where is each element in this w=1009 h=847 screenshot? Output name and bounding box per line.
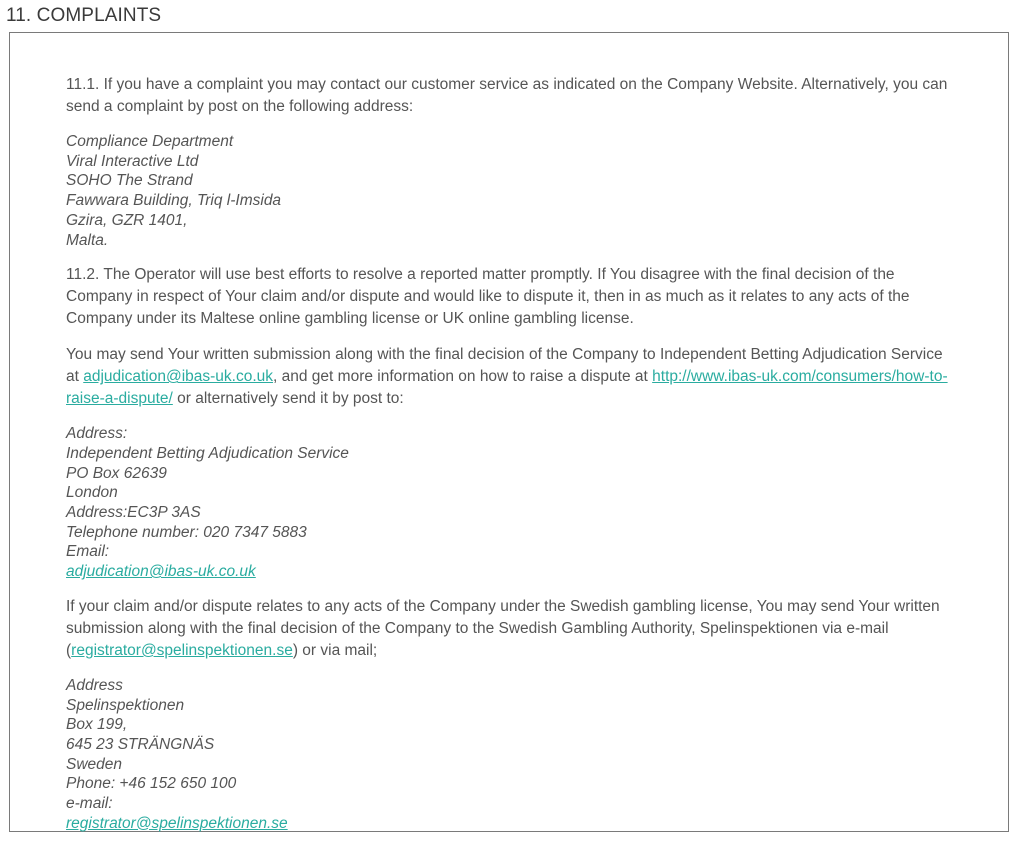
paragraph-swedish xyxy=(66,596,956,662)
swedish-text-1: If your claim and/or dispute relates to any acts of the Company under the Swedish gambling license, You may send Your written submission along with the final decision of the Company to the Swedish Gambling Authority, Spelinspektionen via e-mail ( xyxy=(66,597,940,659)
address-line: Address:EC3P 3AS xyxy=(66,504,201,522)
address-line: Address xyxy=(66,676,123,694)
paragraph-11-1: 11.1. If you have a complaint you may contact our customer service as indicated on the Company Website. Alternatively, you can send a complaint by post on the following address: xyxy=(66,76,948,115)
address-line: Sweden xyxy=(66,755,123,773)
address-line: London xyxy=(66,484,118,502)
address-line: 645 23 STRÄNGNÄS xyxy=(66,735,215,753)
ibas-text-2: , and get more information on how to raise a dispute at xyxy=(273,368,653,386)
email-label: Email: xyxy=(66,543,110,561)
ibas-email-link[interactable]: adjudication@ibas-uk.co.uk xyxy=(83,368,274,386)
address-line: Spelinspektionen xyxy=(66,696,185,714)
ibas-text-1: You may send Your written submission along with the final decision of the Company to Independent Betting Adjudication Service at xyxy=(66,346,943,386)
email-label: e-mail: xyxy=(66,795,113,813)
address-line: Phone: +46 152 650 100 xyxy=(66,775,237,793)
address-line: Telephone number: 020 7347 5883 xyxy=(66,523,307,541)
spelinspektionen-address xyxy=(66,676,956,834)
ibas-dispute-link[interactable]: http://www.ibas-uk.com/consumers/how-to-raise-a-dispute/ xyxy=(66,368,948,408)
ibas-address xyxy=(66,424,956,582)
address-line: Independent Betting Adjudication Service xyxy=(66,444,349,462)
address-email-line xyxy=(66,542,956,581)
paragraph-ibas xyxy=(66,344,956,410)
address-line: Viral Interactive Ltd xyxy=(66,152,199,170)
ibas-address-email-link[interactable]: adjudication@ibas-uk.co.uk xyxy=(66,563,256,581)
ibas-text-3: or alternatively send it by post to: xyxy=(172,390,404,408)
address-line: SOHO The Strand xyxy=(66,172,193,190)
address-line: Compliance Department xyxy=(66,133,234,150)
complaints-content xyxy=(66,74,956,847)
swedish-text-2: ) or via mail; xyxy=(292,641,378,659)
paragraph-11-2: 11.2. The Operator will use best efforts to resolve a reported matter promptly. If You disagree with the final decision of the Company in respect of Your claim and/or dispute and would like to dispute it, then in as much as it relates to any acts of the Company under its Maltese online gambling license or UK online gambling license. xyxy=(66,266,910,328)
address-line: Box 199, xyxy=(66,716,128,734)
address-line: Malta. xyxy=(66,231,109,249)
spelinspektionen-address-email-link[interactable]: registrator@spelinspektionen.se xyxy=(66,814,288,832)
spelinspektionen-email-link[interactable]: registrator@spelinspektionen.se xyxy=(71,641,293,659)
address-email-line xyxy=(66,794,956,833)
address-line: Address: xyxy=(66,425,128,443)
address-line: Gzira, GZR 1401, xyxy=(66,211,188,229)
compliance-address xyxy=(66,132,956,250)
section-title: 11. COMPLAINTS xyxy=(6,5,162,26)
address-line: Fawwara Building, Triq l-Imsida xyxy=(66,192,282,210)
address-line: PO Box 62639 xyxy=(66,464,167,482)
